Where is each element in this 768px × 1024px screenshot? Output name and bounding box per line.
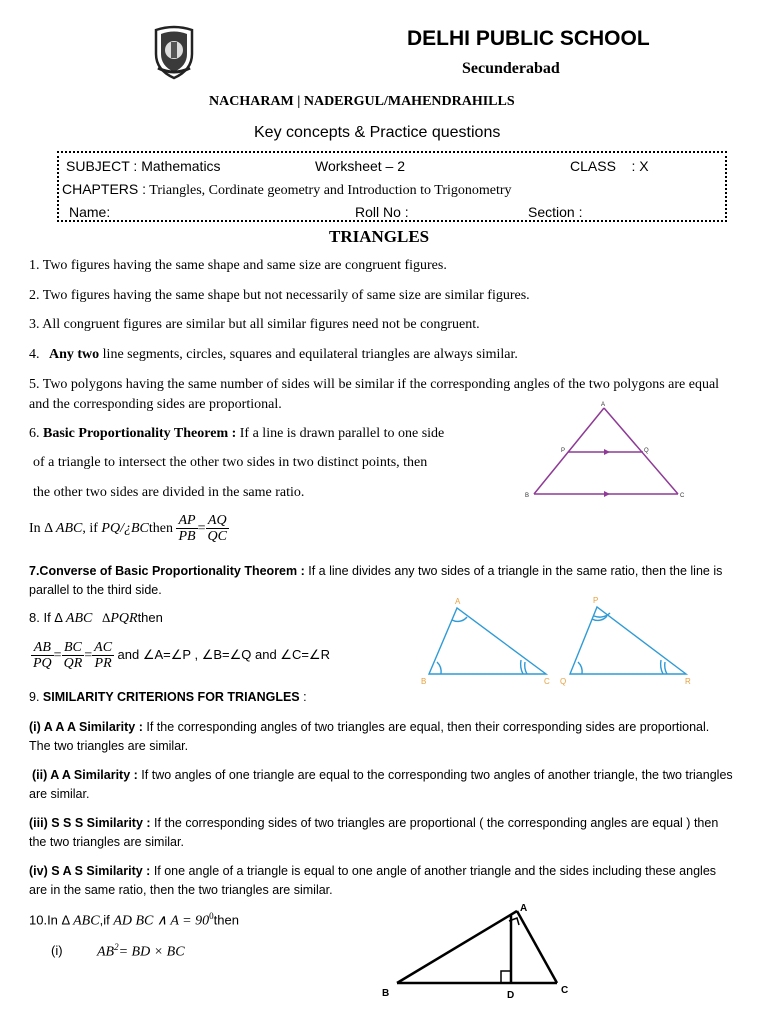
p10-in: 10.In Δ [29, 912, 70, 928]
subject: SUBJECT : Mathematics [66, 158, 221, 174]
bpt-cond: PQ/¿BC [101, 521, 149, 537]
fig1-label-c: C [680, 493, 685, 499]
p10-cond: AD BC ∧ A = 90 [113, 913, 210, 929]
class: CLASS : X [570, 158, 649, 174]
criterion-sss [29, 814, 734, 852]
similar-triangles-figure [415, 594, 700, 688]
bpt-in: In Δ [29, 521, 53, 537]
point-4-num: 4. [29, 347, 40, 362]
point-1: 1. Two figures having the same shape and same size are congruent figures. [29, 258, 447, 273]
p10-equation [97, 942, 185, 961]
fig3-label-a: A [520, 903, 528, 914]
criterion-aaa [29, 718, 734, 756]
point-5: 5. Two polygons having the same number of sides will be similar if the corresponding angles of the two polygons are equal and the corresponding sides are proportional. [29, 377, 720, 412]
sas-text: If one angle of a triangle is equal to one angle of another triangle and the sides including these angles are in the same ratio, then the two triangles are similar. [29, 864, 717, 897]
fraction-ab-pq [31, 640, 54, 672]
point-6-num: 6. [29, 426, 40, 441]
fraction-ac-pr [92, 640, 114, 672]
p8-abc: ABC [65, 611, 93, 626]
chapters-row [62, 181, 512, 199]
frac-num: AC [94, 640, 113, 655]
frac-den: QR [63, 656, 83, 672]
p8-then: then [137, 610, 163, 625]
bpt-formula: In Δ ABC, if PQ/¿BCthen $\frac{AP}{PB}$ = $\frac{AQ}{QC}$ [29, 513, 227, 545]
point-4 [29, 347, 518, 363]
aa-title: (ii) A A Similarity : [32, 768, 138, 782]
fig3-label-d: D [507, 990, 515, 1001]
point-9 [29, 690, 307, 704]
p10-if: ,if [99, 912, 110, 928]
eq-ab: AB [97, 944, 115, 960]
sas-title: (iv) S A S Similarity : [29, 864, 151, 878]
point-2: 2. Two figures having the same shape but not necessarily of same size are similar figures. [29, 288, 530, 303]
criterion-sas [29, 862, 734, 900]
point-10-line [29, 911, 239, 929]
sss-title: (iii) S S S Similarity : [29, 816, 151, 830]
fig2-label-c: C [544, 677, 550, 686]
right-triangle-figure [375, 900, 585, 1004]
fig2-label-b: B [421, 677, 427, 686]
fig3-label-c: C [561, 985, 569, 996]
bpt-triangle-figure [520, 400, 690, 502]
fig1-label-q: Q [644, 448, 649, 454]
chapters-label: CHAPTERS : [62, 181, 147, 197]
eq-rest: = BD × BC [118, 944, 185, 960]
p10-degree: 0 [209, 911, 214, 921]
school-name: DELHI PUBLIC SCHOOL [407, 27, 650, 50]
branches: NACHARAM | NADERGUL/MAHENDRAHILLS [209, 94, 515, 109]
point-9-colon: : [303, 690, 307, 704]
frac-den: QC [207, 529, 227, 545]
point-4-bold: Any two [49, 347, 100, 362]
bpt-if: , if [82, 521, 98, 537]
aaa-title: (i) A A A Similarity : [29, 720, 143, 734]
fig2-label-p: P [593, 596, 599, 605]
fig2-label-q: Q [560, 677, 567, 686]
frac-den: PB [178, 529, 196, 545]
p8-delta: Δ [101, 610, 111, 625]
frac-num: AB [31, 640, 54, 656]
p8-if: 8. If Δ [29, 610, 63, 625]
converse-bpt-title: 7.Converse of Basic Proportionality Theorem : [29, 564, 305, 578]
school-city: Secunderabad [462, 60, 560, 77]
fig2-label-r: R [685, 677, 691, 686]
doc-title: Key concepts & Practice questions [254, 124, 501, 141]
fig1-label-b: B [525, 493, 530, 499]
sss-text: If the corresponding sides of two triangles are proportional ( the corresponding angles are equal ) then the two triangles are similar. [29, 816, 719, 849]
bpt-title: Basic Proportionality Theorem : [43, 426, 237, 441]
roll-label: Roll No : [355, 204, 409, 220]
point-4-rest: line segments, circles, squares and equilateral triangles are always similar. [102, 347, 518, 362]
point-9-num: 9. [29, 690, 40, 704]
fraction-bc-qr [62, 640, 85, 672]
point-6-line-3: the other two sides are divided in the same ratio. [33, 485, 305, 500]
p10-then: then [213, 912, 239, 928]
p10-abc: ABC [73, 913, 100, 929]
criterion-aa [29, 766, 734, 804]
section-title: TRIANGLES [329, 227, 430, 246]
chapters: Triangles, Cordinate geometry and Introduction to Trigonometry [149, 183, 512, 198]
p8-pqr: PQR [110, 611, 138, 626]
frac-num: AQ [206, 513, 229, 529]
eq-sup: 2 [114, 942, 119, 952]
frac-den: PQ [33, 656, 52, 672]
fig1-label-p: P [561, 448, 566, 454]
fraction-aq-qc [206, 513, 229, 545]
point-6-line-1 [29, 426, 444, 442]
aa-text: If two angles of one triangle are equal to the corresponding two angles of another triangle, the two triangles are similar. [29, 768, 733, 801]
fraction-ap-pb [176, 513, 197, 545]
worksheet: Worksheet – 2 [315, 158, 406, 174]
similarity-ratio: $\frac{AB}{PQ}$ = $\frac{BC}{QR}$ = $\frac{AC}{PR}$ and ∠A=∠P , ∠B=∠Q and ∠C=∠R [33, 640, 330, 672]
p10-item-i: (i) [51, 943, 63, 958]
point-6-text-1: If a line is drawn parallel to one side [239, 426, 445, 441]
bpt-abc: ABC [55, 521, 83, 537]
bpt-then: then [148, 521, 173, 537]
aaa-text: If the corresponding angles of two triangles are equal, then their corresponding sides are proportional. The two triangles are similar. [29, 720, 710, 753]
frac-num: BC [62, 640, 85, 656]
point-3: 3. All congruent figures are similar but all similar figures need not be congruent. [29, 317, 480, 332]
fig2-label-a: A [455, 597, 461, 606]
converse-bpt-text: If a line divides any two sides of a triangle in the same ratio, then the line is parallel to the third side. [29, 564, 723, 597]
point-9-title: SIMILARITY CRITERIONS FOR TRIANGLES [42, 690, 300, 704]
fig1-label-a: A [601, 402, 606, 408]
school-logo [150, 24, 198, 80]
point-6-line-2: of a triangle to intersect the other two sides in two distinct points, then [33, 455, 428, 470]
point-8-line [29, 610, 163, 627]
section-label: Section : [528, 204, 583, 220]
fig3-label-b: B [382, 988, 390, 999]
frac-den: PR [94, 656, 112, 672]
frac-num: AP [178, 513, 196, 528]
angle-equalities: and ∠A=∠P , ∠B=∠Q and ∠C=∠R [117, 647, 330, 663]
name-label: Name: [69, 204, 111, 220]
